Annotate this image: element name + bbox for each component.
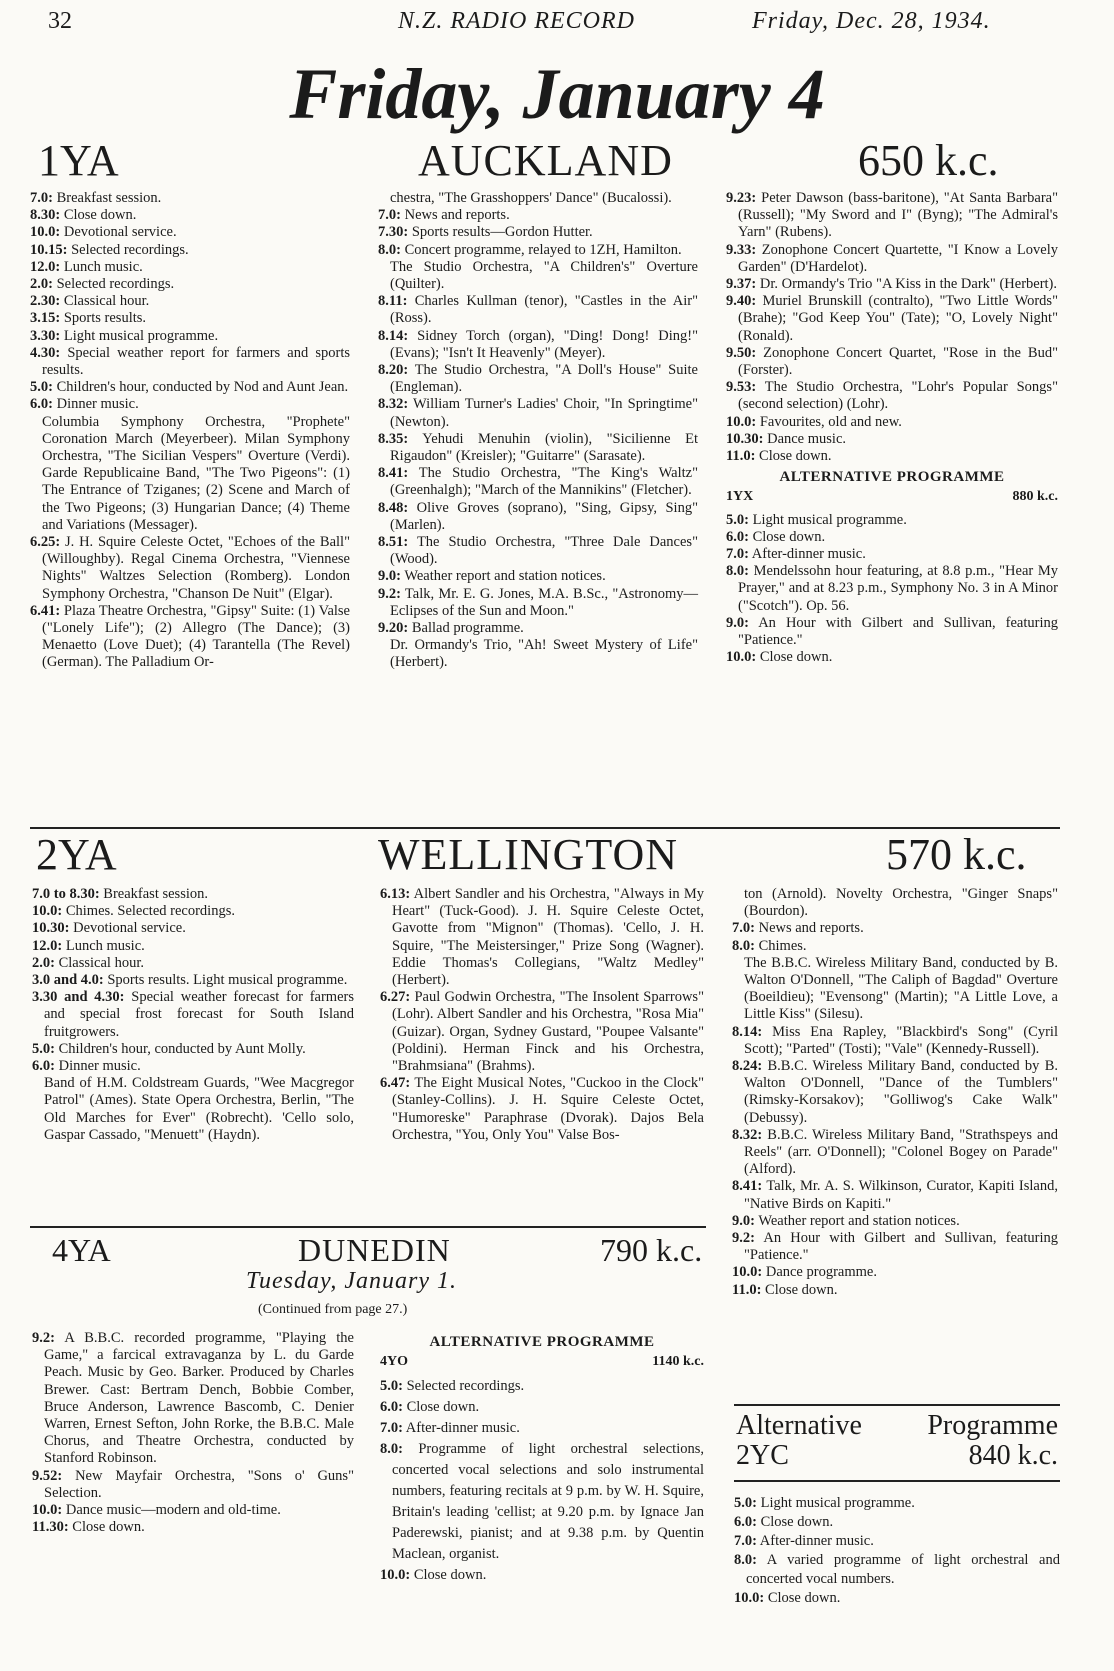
programme-time: 8.14:	[378, 327, 409, 344]
programme-time: 6.27:	[380, 989, 411, 1006]
programme-item	[378, 465, 698, 499]
station-city-auckland: AUCKLAND	[418, 136, 673, 185]
programme-text: Albert Sandler and his Orchestra, "Always in My Heart" (Tuck-Good). J. H. Squire Celeste Octet, Gavotte from "Mignon" (Thomas). 'Cello, J. H. Squire, "The Meistersinger," Prize Song (Wagner). Eddie Thomas's Collegians, "Waltz Medley" (Herbert).	[392, 886, 704, 989]
programme-item	[732, 1264, 1058, 1281]
programme-time: 10.30:	[32, 920, 70, 937]
programme-item	[732, 1230, 1058, 1264]
programme-time: 8.24:	[732, 1058, 763, 1075]
programme-text: The Eight Musical Notes, "Cuckoo in the Clock" (Stanley-Collins). J. H. Squire Celeste Octet, "Humoreske" Paraphrase (Dvorak). Dajos Bela Orchestra, "You, Only You" Valse Bos-	[392, 1075, 704, 1143]
alt-station-row-1yx	[726, 488, 1058, 505]
programme-text: Lunch music.	[60, 258, 143, 275]
programme-item	[32, 1041, 354, 1058]
programme-text: Close down.	[755, 448, 832, 465]
dunedin-divider	[30, 1226, 706, 1228]
station-city-dunedin: DUNEDIN	[298, 1232, 451, 1268]
programme-text: Close down.	[68, 1519, 145, 1536]
programme-time: 8.51:	[378, 534, 409, 551]
programme-time: 8.20:	[378, 362, 409, 379]
wellington-col3	[732, 886, 1058, 1299]
programme-time: 8.48:	[378, 499, 409, 516]
alt-station-row-4yo	[380, 1353, 704, 1370]
programme-time: 9.2:	[378, 585, 401, 602]
programme-time: 10.30:	[726, 430, 764, 447]
programme-text: The Studio Orchestra, "Lohr's Popular Songs" (second selection) (Lohr).	[738, 379, 1058, 413]
programme-time: 10.0:	[732, 1264, 763, 1281]
programme-item	[380, 989, 704, 1075]
programme-time: 6.0:	[30, 396, 53, 413]
programme-time: 7.30:	[378, 224, 409, 241]
programme-text: Sports results.	[60, 310, 147, 327]
alt-items-2yc	[734, 1494, 1060, 1608]
programme-item	[732, 938, 1058, 955]
programme-item	[30, 207, 350, 224]
programme-time: 12.0:	[32, 937, 63, 954]
programme-time: 7.0:	[378, 207, 401, 224]
programme-item	[378, 328, 698, 362]
programme-item	[726, 448, 1058, 465]
programme-time: 8.32:	[378, 396, 409, 413]
programme-text: News and reports.	[400, 207, 510, 224]
programme-text: Lunch music.	[62, 937, 145, 954]
programme-time: 5.0:	[32, 1040, 55, 1057]
programme-text: The Studio Orchestra, "Three Dale Dances" (Wood).	[390, 534, 698, 568]
alt-items-4yo	[380, 1376, 704, 1586]
programme-text: A B.B.C. recorded programme, "Playing the Game," a farcical extravaganza by L. du Garde Peach. Music by Geo. Barker. Produced by Charles Brewer. Cast: Bertram Dench, Bobbie Comber, Bruce Anderson, Lawrence Bascomb, C. Denier Warren, Ernest Sefton, John Rorke, the B.B.C. Male Chorus, and Theatre Orchestra, conducted by Stanford Robinson.	[44, 1330, 354, 1467]
programme-text: Dr. Ormandy's Trio, "Ah! Sweet Mystery of Life" (Herbert).	[390, 637, 698, 671]
programme-text: Breakfast session.	[99, 886, 208, 902]
programme-time: 7.0:	[732, 920, 755, 937]
programme-text: B.B.C. Wireless Military Band, "Strathspeys and Reels" (arr. O'Donnell); "Colonel Bogey on Parade" (Alford).	[744, 1126, 1058, 1178]
wellington-col2	[380, 886, 704, 1144]
programme-text: Concert programme, relayed to 1ZH, Hamilton.	[400, 241, 682, 258]
programme-item	[30, 224, 350, 241]
programme-text: Peter Dawson (bass-baritone), "At Santa Barbara" (Russell); "My Sword and I" (Byng); "The Admiral's Yarn" (Rubens).	[738, 190, 1058, 241]
programme-item	[726, 345, 1058, 379]
programme-item	[726, 615, 1058, 649]
programme-item	[30, 534, 350, 603]
programme-item	[378, 207, 698, 224]
programme-time: 2.30:	[30, 293, 61, 310]
programme-text: The Studio Orchestra, "A Doll's House" Suite (Engleman).	[390, 362, 698, 396]
programme-text: Muriel Brunskill (contralto), "Two Little Words" (Brahe); "God Keep You" (Tate); "O, Lovely Night" (Ronald).	[738, 293, 1058, 344]
programme-text: Dr. Ormandy's Trio "A Kiss in the Dark" (Herbert).	[756, 276, 1058, 293]
programme-item	[726, 529, 1058, 546]
station-call-1ya: 1YA	[38, 136, 119, 185]
programme-item	[30, 345, 350, 379]
programme-text: Favourites, old and new.	[756, 413, 902, 430]
programme-text: Light musical programme.	[60, 327, 219, 344]
programme-time: 10.0:	[734, 1590, 765, 1606]
programme-time: 6.41:	[30, 602, 61, 619]
programme-time: 9.52:	[32, 1467, 63, 1484]
alt-box-2yc-header	[734, 1406, 1060, 1474]
programme-text: A varied programme of light orchestral and concerted vocal numbers.	[746, 1552, 1060, 1587]
programme-time: 9.20:	[378, 620, 409, 637]
programme-time: 6.0:	[32, 1058, 55, 1075]
programme-text: Miss Ena Rapley, "Blackbird's Song" (Cyril Scott); "Parted" (Tosti); "Vale" (Kennedy-Russell).	[744, 1023, 1058, 1057]
programme-text: Mendelssohn hour featuring, at 8.8 p.m., "Hear My Prayer," and at 8.23 p.m., Symphony No. 3 in A Minor ("Scotch"). Op. 56.	[738, 563, 1058, 614]
programme-text: The B.B.C. Wireless Military Band, conducted by B. Walton O'Donnell, "The Caliph of Bagdad" Overture (Boeildieu); "Evensong" (Martin); "A Little Love, a Little Kiss" (Silesu).	[744, 954, 1058, 1023]
programme-item	[30, 379, 350, 396]
auckland-col2	[378, 190, 698, 672]
issue-date: Friday, Dec. 28, 1934.	[752, 8, 991, 34]
programme-item	[378, 568, 698, 585]
programme-time: 6.0:	[734, 1514, 757, 1530]
programme-item	[378, 396, 698, 430]
programme-item	[378, 534, 698, 568]
programme-text: chestra, "The Grasshoppers' Dance" (Bucalossi).	[390, 190, 672, 206]
alt-items-1yx	[726, 512, 1058, 667]
dunedin-col2	[380, 1330, 704, 1586]
programme-time: 6.47:	[380, 1075, 411, 1092]
programme-time: 7.0:	[726, 546, 749, 563]
programme-item	[726, 563, 1058, 615]
alt-heading-1yx: ALTERNATIVE PROGRAMME	[779, 469, 1005, 486]
alt-box-call-2yc: 2YC	[736, 1440, 789, 1471]
programme-time: 3.0 and 4.0:	[32, 972, 104, 989]
station-city-wellington: WELLINGTON	[378, 830, 678, 879]
alt-box-label-right: Programme	[927, 1410, 1058, 1441]
programme-text: Special weather forecast for farmers and special frost forecast for South Island fruitgrowers.	[44, 989, 354, 1040]
programme-time: 9.0:	[732, 1212, 755, 1229]
programme-item	[378, 224, 698, 241]
programme-item	[378, 586, 698, 620]
programme-time: 9.37:	[726, 276, 757, 293]
programme-item	[32, 903, 354, 920]
programme-time: 9.2:	[32, 1330, 55, 1346]
programme-item	[32, 1519, 354, 1536]
programme-time: 9.33:	[726, 241, 757, 258]
programme-item	[32, 920, 354, 937]
programme-time: 11.0:	[726, 448, 756, 465]
programme-item	[32, 955, 354, 972]
programme-item	[726, 293, 1058, 345]
programme-time: 11.30:	[32, 1519, 69, 1536]
programme-text: After-dinner music.	[748, 546, 866, 563]
page-number: 32	[48, 8, 72, 34]
programme-time: 8.0:	[734, 1552, 757, 1568]
programme-text: Chimes.	[754, 937, 807, 954]
page-title: Friday, January 4	[289, 54, 825, 134]
programme-time: 9.0:	[378, 568, 401, 585]
programme-item	[378, 637, 698, 671]
programme-text: An Hour with Gilbert and Sullivan, featuring "Patience."	[738, 614, 1058, 649]
programme-item	[734, 1532, 1060, 1551]
programme-item	[380, 1418, 704, 1439]
auckland-col3	[726, 190, 1058, 666]
programme-time: 10.0:	[30, 224, 61, 241]
programme-time: 10.0:	[32, 1502, 63, 1519]
programme-time: 2.0:	[30, 276, 53, 293]
programme-text: Olive Groves (soprano), "Sing, Gipsy, Sing" (Marlen).	[390, 499, 698, 533]
programme-time: 9.53:	[726, 379, 757, 396]
programme-time: 8.41:	[378, 465, 409, 482]
programme-text: Light musical programme.	[756, 1495, 915, 1511]
programme-item	[30, 310, 350, 327]
programme-text: Selected recordings.	[402, 1378, 525, 1395]
programme-time: 3.30 and 4.30:	[32, 989, 125, 1006]
programme-text: After-dinner music.	[402, 1420, 520, 1437]
programme-time: 3.30:	[30, 327, 61, 344]
programme-text: Close down.	[748, 528, 826, 545]
programme-time: 7.0 to 8.30:	[32, 886, 100, 902]
programme-item	[378, 620, 698, 637]
programme-time: 6.13:	[380, 886, 411, 902]
alt-box-label: Alternative	[736, 1410, 862, 1441]
programme-text: Classical hour.	[60, 293, 150, 310]
programme-item	[726, 379, 1058, 413]
programme-text: Dance music.	[763, 430, 847, 447]
programme-text: Children's hour, conducted by Nod and Aunt Jean.	[52, 379, 349, 396]
programme-text: Zonophone Concert Quartette, "I Know a Lovely Garden" (D'Hardelot).	[738, 241, 1058, 275]
programme-item	[726, 546, 1058, 563]
programme-item	[32, 1330, 354, 1468]
programme-text: Sports results—Gordon Hutter.	[408, 224, 593, 241]
programme-item	[734, 1551, 1060, 1589]
programme-item	[30, 603, 350, 672]
programme-text: Close down.	[756, 649, 833, 666]
programme-item	[378, 190, 698, 207]
programme-time: 10.15:	[30, 241, 68, 258]
programme-time: 12.0:	[30, 258, 61, 275]
programme-item	[732, 920, 1058, 937]
programme-item	[30, 259, 350, 276]
alt-freq-4yo: 1140 k.c.	[652, 1354, 704, 1370]
programme-time: 8.30:	[30, 207, 61, 224]
programme-item	[732, 955, 1058, 1024]
programme-text: Weather report and station notices.	[754, 1212, 960, 1229]
programme-time: 2.0:	[32, 954, 55, 971]
programme-item	[30, 190, 350, 207]
programme-time: 11.0:	[732, 1281, 762, 1298]
programme-item	[32, 938, 354, 955]
programme-item	[732, 1058, 1058, 1127]
programme-text: Sports results. Light musical programme.	[103, 972, 348, 989]
programme-text: Sidney Torch (organ), "Ding! Dong! Ding!" (Evans); "Isn't It Heavenly" (Meyer).	[390, 327, 698, 361]
programme-text: Close down.	[402, 1399, 480, 1416]
programme-item	[378, 431, 698, 465]
programme-text: Columbia Symphony Orchestra, "Prophete" Coronation March (Meyerbeer). Milan Symphony Orchestra, "The Sicilian Vespers" Overture (Verdi). Garde Republicaine Band, "The Two Pigeons": (1) The Entrance of Tziganes; (2) Scene and March of the Two Pigeons; (3) Hungarian Dance; (4) Theme and Variations (Messager).	[42, 413, 350, 533]
programme-time: 10.0:	[726, 649, 757, 666]
running-header	[0, 8, 1114, 42]
programme-item	[378, 362, 698, 396]
programme-item	[726, 512, 1058, 529]
programme-text: Chimes. Selected recordings.	[62, 903, 235, 920]
programme-item	[732, 1213, 1058, 1230]
programme-time: 6.25:	[30, 534, 61, 551]
programme-item	[30, 328, 350, 345]
programme-time: 9.50:	[726, 344, 757, 361]
programme-time: 5.0:	[726, 511, 749, 528]
programme-text: New Mayfair Orchestra, "Sons o' Guns" Selection.	[44, 1467, 354, 1501]
programme-item	[32, 1468, 354, 1502]
programme-item	[30, 414, 350, 534]
programme-item	[726, 649, 1058, 666]
programme-text: Ballad programme.	[408, 620, 524, 637]
programme-text: Devotional service.	[69, 920, 186, 937]
auckland-col1	[30, 190, 350, 672]
programme-item	[732, 1024, 1058, 1058]
programme-item	[734, 1513, 1060, 1532]
section-divider	[30, 827, 1060, 829]
alt-box-freq-2yc: 840 k.c.	[968, 1440, 1058, 1471]
programme-text: Children's hour, conducted by Aunt Molly.	[54, 1040, 306, 1057]
alt-freq-1yx: 880 k.c.	[1012, 489, 1058, 505]
programme-text: Charles Kullman (tenor), "Castles in the Air" (Ross).	[390, 293, 698, 327]
programme-item	[32, 886, 354, 903]
programme-item	[32, 1058, 354, 1075]
programme-item	[380, 1075, 704, 1144]
programme-text: J. H. Squire Celeste Octet, "Echoes of the Ball" (Willoughby). Regal Cinema Orchestra, "Viennese Nights" Waltzes Selection (Romberg). London Symphony Orchestra, "Chanson De Nuit" (Elgar).	[42, 534, 350, 602]
station-freq-2ya: 570 k.c.	[886, 830, 1027, 879]
programme-text: Close down.	[764, 1590, 841, 1606]
programme-text: Paul Godwin Orchestra, "The Insolent Sparrows" (Lohr). Albert Sandler and his Orchestra, "Rosa Mia" (Guizar). Organ, Sydney Gustard, "Poupee Valsante" (Poldini). Herman Finck and his Orchestra, "Brahmsiana" (Brahms).	[392, 989, 704, 1075]
programme-item	[726, 414, 1058, 431]
programme-time: 5.0:	[380, 1378, 403, 1395]
programme-text: William Turner's Ladies' Choir, "In Springtime" (Newton).	[390, 396, 698, 430]
programme-text: News and reports.	[754, 920, 864, 937]
programme-text: Close down.	[410, 1567, 487, 1584]
programme-text: Classical hour.	[54, 954, 144, 971]
programme-item	[726, 190, 1058, 242]
station-call-2ya: 2YA	[36, 830, 117, 879]
programme-item	[726, 276, 1058, 293]
programme-item	[734, 1494, 1060, 1513]
programme-item	[732, 1127, 1058, 1179]
programme-text: Dance music—modern and old-time.	[62, 1502, 281, 1519]
programme-text: Zonophone Concert Quartet, "Rose in the Bud" (Forster).	[738, 344, 1058, 379]
programme-item	[30, 293, 350, 310]
programme-time: 8.32:	[732, 1126, 763, 1143]
programme-text: Talk, Mr. A. S. Wilkinson, Curator, Kapiti Island, "Native Birds on Kapiti."	[744, 1178, 1058, 1212]
programme-text: Special weather report for farmers and sports results.	[42, 344, 350, 379]
programme-time: 3.15:	[30, 310, 61, 327]
programme-text: Dance programme.	[762, 1264, 877, 1281]
programme-time: 9.0:	[726, 614, 749, 631]
programme-time: 5.0:	[734, 1495, 757, 1511]
programme-time: 5.0:	[30, 379, 53, 396]
programme-text: Selected recordings.	[67, 241, 189, 258]
programme-text: Close down.	[756, 1514, 834, 1530]
programme-time: 7.0:	[30, 190, 53, 206]
programme-time: 8.11:	[378, 293, 408, 310]
programme-time: 8.0:	[378, 241, 401, 258]
programme-item	[734, 1589, 1060, 1608]
programme-text: Dinner music.	[54, 1058, 141, 1075]
programme-item	[30, 276, 350, 293]
programme-text: Yehudi Menuhin (violin), "Sicilienne Et Rigaudon" (Kreisler); "Guitarre" (Sarasate).	[390, 430, 698, 465]
programme-text: Close down.	[60, 207, 137, 224]
programme-item	[726, 431, 1058, 448]
programme-item	[32, 1075, 354, 1144]
programme-text: Plaza Theatre Orchestra, "Gipsy" Suite: (1) Valse ("Lonely Life"); (2) Allegro (The Dance); (3) Menaetto (Love Duet); (4) Tarantella (The Revel) (German). The Palladium Or-	[42, 602, 350, 671]
programme-text: An Hour with Gilbert and Sullivan, featuring "Patience."	[744, 1230, 1058, 1264]
programme-text: Programme of light orchestral selections, concerted vocal selections and solo instrumental numbers, featuring recitals at 9 p.m. by W. H. Squire, Britain's leading 'cellist; at 9.20 p.m. by Ignace Jan Paderewski, pianist; and at 9.38 p.m. by Quentin Maclean, organist.	[392, 1441, 704, 1563]
programme-time: 8.0:	[732, 937, 755, 954]
publication-name: N.Z. RADIO RECORD	[398, 8, 635, 34]
station-call-4ya: 4YA	[52, 1232, 111, 1268]
programme-item	[30, 242, 350, 259]
programme-text: Band of H.M. Coldstream Guards, "Wee Macgregor Patrol" (Ames). State Opera Orchestra, Berlin, "The Old Marches for Ever" (Robrecht). 'Cello solo, Gaspar Cassado, "Menuett" (Haydn).	[44, 1075, 354, 1143]
programme-text: B.B.C. Wireless Military Band, conducted by B. Walton O'Donnell, "Dance of the Tumblers" (Rimsky-Korsakov); "Golliwog's Cake Walk" (Debussy).	[744, 1058, 1058, 1126]
programme-text: Breakfast session.	[52, 190, 162, 206]
programme-item	[378, 500, 698, 534]
programme-item	[378, 259, 698, 293]
programme-time: 8.0:	[726, 563, 749, 580]
programme-text: Weather report and station notices.	[400, 568, 606, 585]
programme-item	[30, 396, 350, 413]
station-freq-1ya: 650 k.c.	[858, 136, 999, 185]
programme-time: 8.14:	[732, 1023, 763, 1040]
alt-box-2yc	[734, 1404, 1060, 1606]
programme-text: The Studio Orchestra, "The King's Waltz" (Greenhalgh); "March of the Mannikins" (Fletcher).	[390, 465, 698, 499]
alt-call-1yx: 1YX	[726, 489, 754, 505]
programme-time: 8.0:	[380, 1441, 403, 1458]
dunedin-subtitle: Tuesday, January 1.	[246, 1268, 457, 1294]
programme-time: 10.0:	[32, 903, 63, 920]
programme-time: 10.0:	[380, 1567, 411, 1584]
programme-item	[378, 242, 698, 259]
alt-heading-4yo: ALTERNATIVE PROGRAMME	[429, 1334, 655, 1350]
programme-time: 8.35:	[378, 430, 409, 447]
programme-text: Close down.	[761, 1281, 838, 1298]
programme-text: Selected recordings.	[52, 276, 175, 293]
station-freq-4ya: 790 k.c.	[600, 1232, 703, 1268]
programme-text: Light musical programme.	[748, 511, 907, 528]
programme-time: 9.23:	[726, 190, 757, 206]
programme-item	[380, 886, 704, 989]
programme-item	[380, 1376, 704, 1397]
programme-text: Devotional service.	[60, 224, 177, 241]
programme-text: Talk, Mr. E. G. Jones, M.A. B.Sc., "Astronomy—Eclipses of the Sun and Moon."	[390, 585, 698, 619]
programme-time: 4.30:	[30, 344, 61, 361]
programme-time: 7.0:	[734, 1533, 757, 1549]
programme-text: ton (Arnold). Novelty Orchestra, "Ginger Snaps" (Bourdon).	[744, 886, 1058, 920]
programme-item	[732, 1178, 1058, 1212]
programme-item	[32, 972, 354, 989]
wellington-col1	[32, 886, 354, 1144]
programme-text: The Studio Orchestra, "A Children's" Overture (Quilter).	[390, 258, 698, 293]
programme-item	[378, 293, 698, 327]
programme-time: 9.2:	[732, 1230, 755, 1247]
programme-item	[380, 1439, 704, 1565]
programme-item	[32, 989, 354, 1041]
programme-text: After-dinner music.	[756, 1533, 874, 1549]
programme-text: Dinner music.	[52, 396, 139, 413]
programme-item	[32, 1502, 354, 1519]
alt-box-2yc-items-wrap	[734, 1480, 1060, 1608]
programme-time: 6.0:	[726, 528, 749, 545]
alt-call-4yo: 4YO	[380, 1354, 408, 1370]
programme-time: 7.0:	[380, 1420, 403, 1437]
programme-time: 6.0:	[380, 1399, 403, 1416]
programme-item	[726, 242, 1058, 276]
programme-item	[732, 1282, 1058, 1299]
programme-time: 10.0:	[726, 413, 757, 430]
programme-time: 8.41:	[732, 1178, 763, 1195]
dunedin-continued-note: (Continued from page 27.)	[258, 1302, 408, 1317]
dunedin-col1	[32, 1330, 354, 1536]
programme-time: 9.40:	[726, 293, 757, 310]
auckland-col3-items	[726, 190, 1058, 465]
programme-item	[380, 1397, 704, 1418]
programme-item	[732, 886, 1058, 920]
programme-item	[380, 1565, 704, 1586]
